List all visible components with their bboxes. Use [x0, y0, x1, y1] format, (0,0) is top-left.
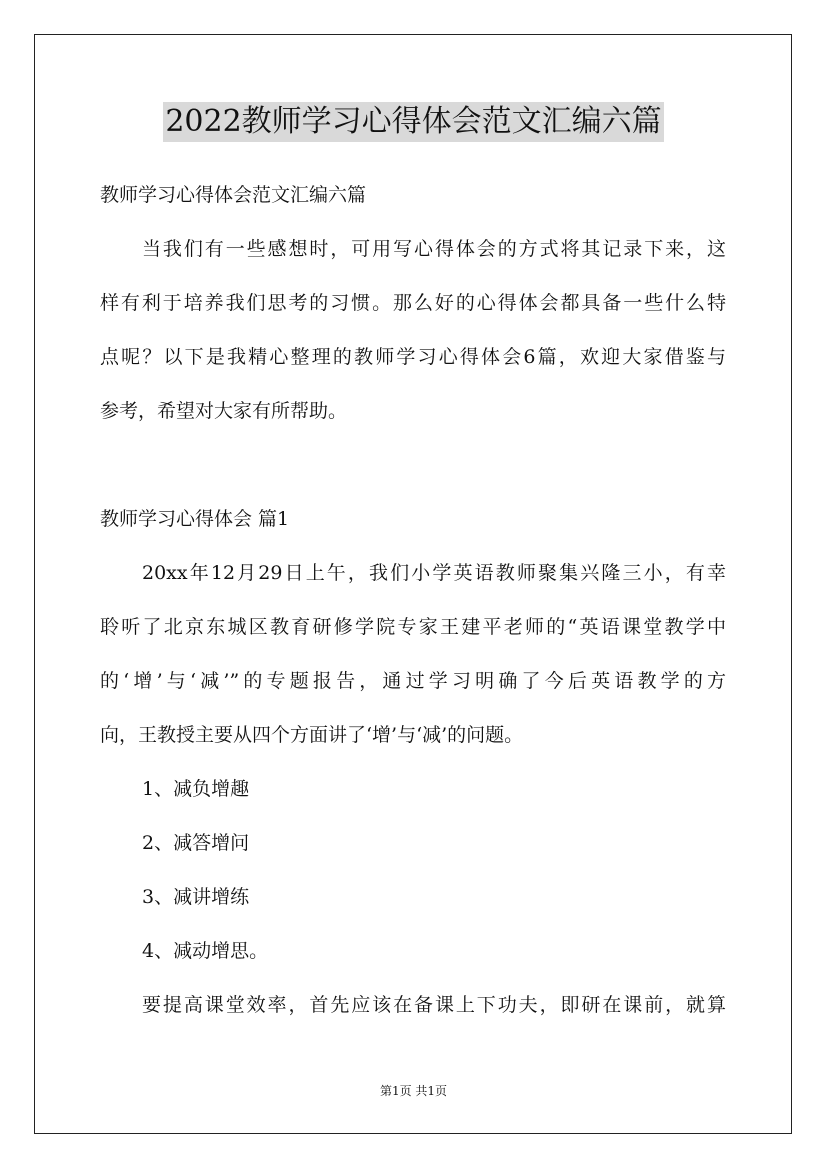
intro-line-2: 样有利于培养我们思考的习惯。那么好的心得体会都具备一些什么特: [100, 292, 726, 314]
section-heading: 教师学习心得体会 篇1: [100, 508, 290, 530]
section-line-4: 向，王教授主要从四个方面讲了‘增’与‘减’的问题。: [100, 724, 524, 746]
section-line-1: 20xx年12月29日上午，我们小学英语教师聚集兴隆三小，有幸: [142, 562, 726, 584]
section-line-3: 的‘增’与‘减’”的专题报告，通过学习明确了今后英语教学的方: [100, 670, 726, 692]
document-title: 2022教师学习心得体会范文汇编六篇: [163, 102, 663, 142]
intro-line-3: 点呢？以下是我精心整理的教师学习心得体会6篇，欢迎大家借鉴与: [100, 346, 726, 368]
closing-line: 要提高课堂效率，首先应该在备课上下功夫，即研在课前，就算: [142, 994, 726, 1016]
document-subtitle: 教师学习心得体会范文汇编六篇: [100, 184, 367, 206]
list-item: 1、减负增趣: [142, 778, 250, 800]
intro-line-1: 当我们有一些感想时，可用写心得体会的方式将其记录下来，这: [142, 238, 726, 260]
section-line-2: 聆听了北京东城区教育研修学院专家王建平老师的“英语课堂教学中: [100, 616, 726, 638]
title-container: [0, 102, 827, 142]
intro-line-4: 参考，希望对大家有所帮助。: [100, 400, 348, 422]
list-item: 2、减答增问: [142, 832, 250, 854]
list-item: 3、减讲增练: [142, 886, 250, 908]
list-item: 4、减动增思。: [142, 940, 269, 962]
page-footer: 第1页 共1页: [379, 1084, 448, 1098]
